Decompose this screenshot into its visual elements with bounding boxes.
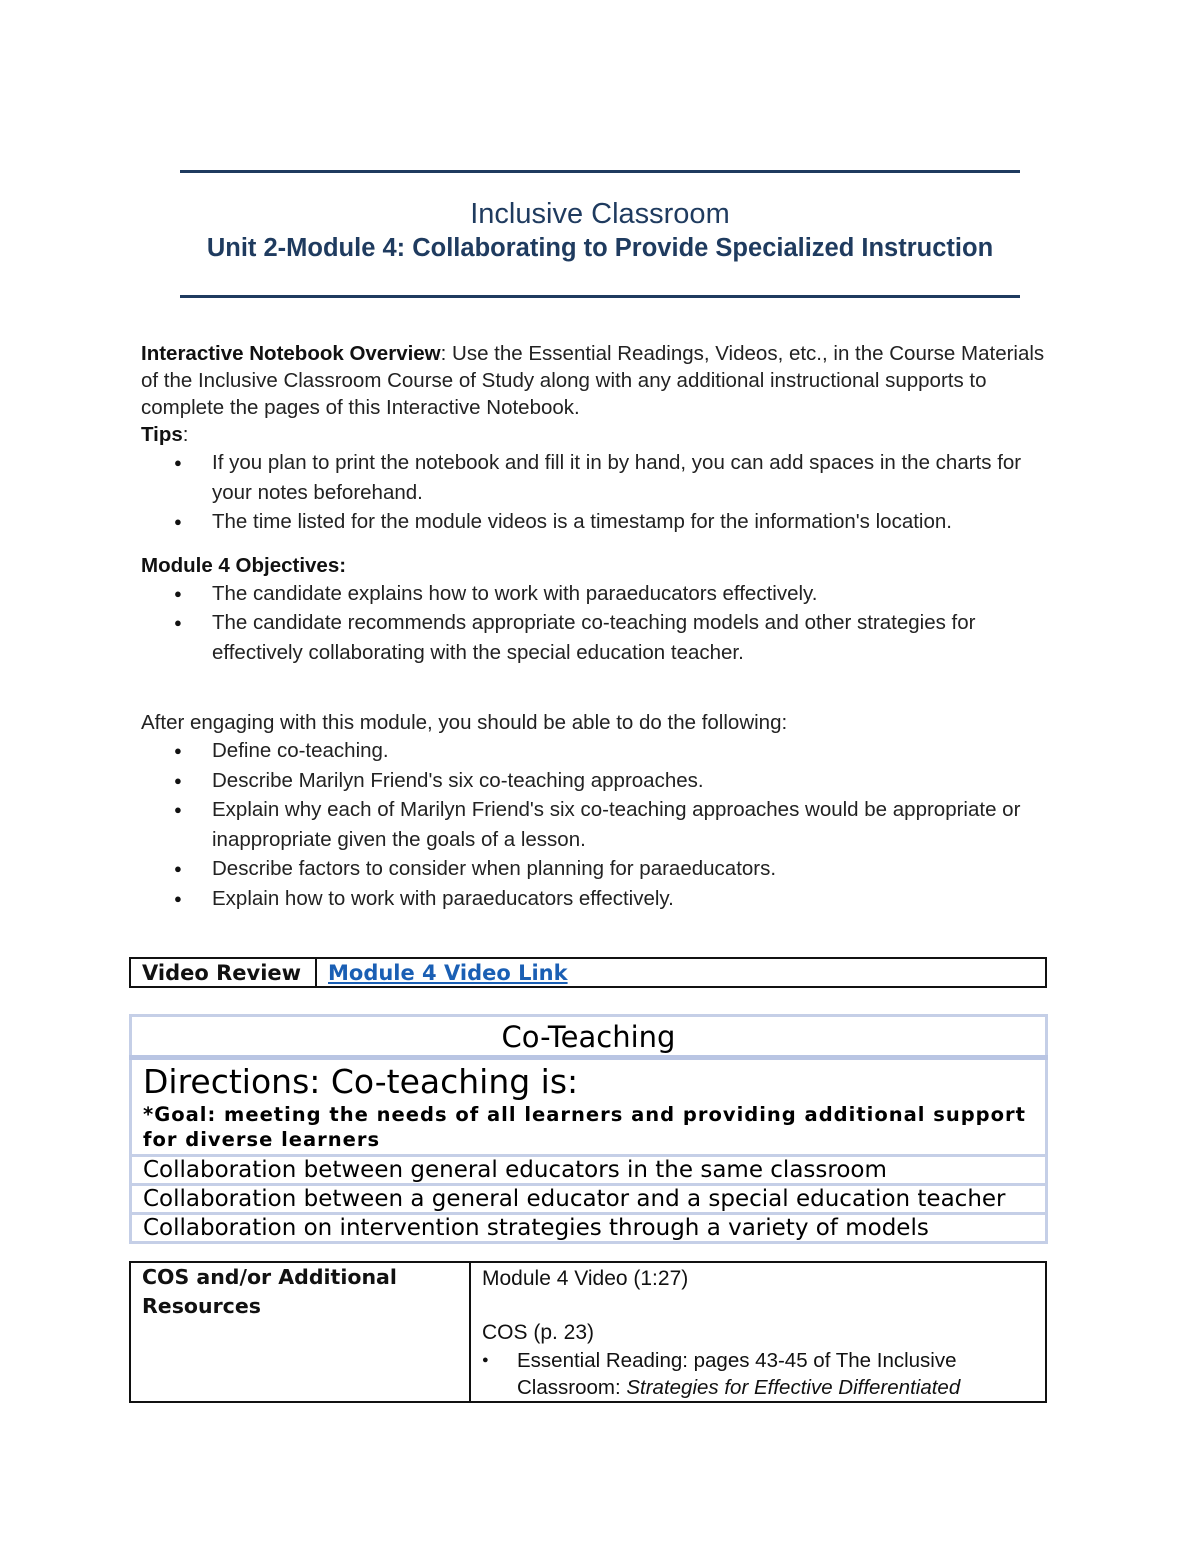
coteaching-directions-cell [131,1058,1047,1156]
after-item: ● Explain how to work with paraeducators effectively. [141,884,1061,914]
coteaching-table [129,1014,1048,1244]
after-item: ● Define co-teaching. [141,736,1061,766]
after-item: ● Describe Marilyn Friend's six co-teaching approaches. [141,766,1061,796]
tips-item: ● If you plan to print the notebook and fill it in by hand, you can add spaces in the charts for your notes beforehand. [141,448,1061,507]
tips-item: ● The time listed for the module videos is a timestamp for the information's location. [141,507,1061,537]
overview-label: Interactive Notebook Overview [141,342,441,365]
cos-video-ref: Module 4 Video (1:27) [482,1267,689,1290]
cos-reading-item [482,1347,1045,1401]
spacer [482,1293,1045,1318]
spacer [141,667,1061,709]
objectives-heading-text: Module 4 Objectives: [141,553,347,577]
tips-label: Tips [141,423,183,446]
after-intro: After engaging with this module, you should be able to do the following: [141,711,788,734]
objective-item: ● The candidate recommends appropriate co-teaching models and other strategies for effectively collaborating with the special education teacher. [141,608,1061,667]
spacer [141,537,1061,552]
tips-colon: : [182,423,189,446]
module-video-link[interactable]: Module 4 Video Link [328,960,568,985]
document-subtitle: Unit 2-Module 4: Collaborating to Provide Specialized Instruction [206,234,994,262]
objective-item: ● The candidate explains how to work with paraeducators effectively. [141,579,1061,609]
video-link-cell [316,958,1046,987]
overview-text: : Use the Essential Readings, Videos, etc., in the Course Materials of the Inclusive Classroom Course of Study along with any additional instructional supports to complete the pages of this Interactive Notebook. [141,342,1045,419]
objectives-heading [141,552,1061,579]
document-title: Inclusive Classroom [470,198,730,230]
coteaching-row: Collaboration on intervention strategies through a variety of models [143,1215,929,1241]
after-item: ● Explain why each of Marilyn Friend's six co-teaching approaches would be appropriate or inappropriate given the goals of a lesson. [141,795,1061,854]
coteaching-heading: Co-Teaching [131,1016,1047,1058]
cos-page-ref: COS (p. 23) [482,1321,595,1344]
overview-paragraph [141,340,1061,421]
coteaching-directions: Directions: Co-teaching is: [143,1062,579,1101]
cos-reading-list [482,1347,1045,1401]
cos-reading-text: Essential Reading: pages 43-45 of The Inclusive Classroom: [517,1349,957,1399]
cos-resources-table [129,1261,1047,1403]
cos-label: COS and/or Additional Resources [130,1262,470,1402]
coteaching-row: Collaboration between general educators in the same classroom [131,1156,1047,1185]
tips-list [141,448,1061,537]
notebook-content [141,340,1061,913]
cos-resources-cell [470,1262,1046,1402]
coteaching-goal: *Goal: meeting the needs of all learners and providing additional support for diverse learners [143,1103,1026,1151]
after-item: ● Describe factors to consider when planning for paraeducators. [141,854,1061,884]
after-list [141,736,1061,913]
video-review-row [130,958,1046,987]
video-review-label: Video Review [130,958,316,987]
coteaching-row: Collaboration between a general educator and a special education teacher [131,1185,1047,1214]
header-rule-bottom [180,295,1020,298]
tips-heading [141,421,1061,448]
objectives-list [141,579,1061,668]
video-review-table [129,957,1047,988]
cos-reading-italic: Strategies for Effective Differentiated [626,1376,961,1399]
header-rule-top [180,170,1020,173]
